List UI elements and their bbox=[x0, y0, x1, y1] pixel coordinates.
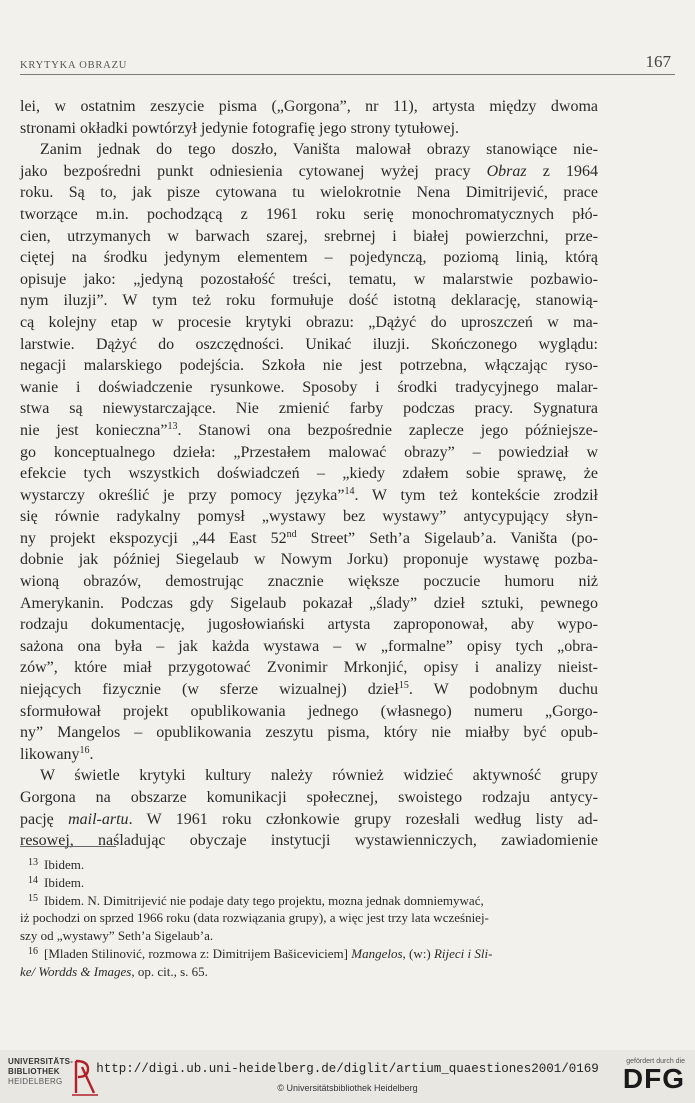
text-line: sażona ona była – jak każda wystawa – w „formalne” opisy tych „obra- bbox=[20, 637, 598, 655]
page-number: 167 bbox=[645, 52, 671, 71]
dfg-wordmark: DFG bbox=[622, 1063, 685, 1094]
footnote-text: Ibidem. N. Dimitrijević nie podaje daty tego projektu, mozna jednak domniemywać, bbox=[44, 892, 484, 908]
footnote-14: 14 Ibidem. bbox=[28, 874, 85, 890]
text-span: . W tym też kontekście zrodził bbox=[354, 486, 598, 504]
superscript: nd bbox=[286, 528, 297, 540]
text-line: larstwie. Dążyć do oszczędności. Unikać iluzji. Skończonego wyglądu: bbox=[20, 335, 598, 353]
footnote-ref-16: 16 bbox=[79, 744, 90, 756]
text-line: cien, utrzymanych w barwach szarej, srebrnej i białej powierzchni, prze- bbox=[20, 227, 598, 245]
text-span: jako bezpośredni punkt odniesienia cytowanej wyżej pracy bbox=[20, 162, 487, 180]
italic-term: mail-artu bbox=[68, 810, 129, 828]
text-line: cą kolejny etap w procesie krytyki obrazu: „Dążyć do uproszczeń w ma- bbox=[20, 313, 598, 331]
logo-text: HEIDELBERG bbox=[8, 1077, 63, 1086]
logo-text: BIBLIOTHEK bbox=[8, 1067, 60, 1076]
italic-title: Rijeci i Sli- bbox=[433, 945, 493, 961]
text-span: wystarczy określić je przy pomocy języka” bbox=[20, 486, 345, 504]
footnote-ref-14: 14 bbox=[344, 485, 355, 497]
text-line: stwa są niewystarczające. Nie zmienić farby podczas pracy. Sygnatura bbox=[20, 400, 598, 418]
text-line bbox=[20, 485, 598, 507]
text-line: efekcie tych wszystkich doświadczeń – „kiedy zdałem sobie sprawę, że bbox=[20, 465, 598, 483]
text-line: się równie radykalny pomysł „wystawy bez wystawy” antycypujący słyn- bbox=[20, 508, 598, 526]
text-line: Amerykanin. Podczas gdy Sigelaub pokazał „ślady” dzieł sztuki, pewnego bbox=[20, 594, 598, 612]
text-line: negacji malarskiego podejścia. Szkoła nie jest potrzebna, włączając ryso- bbox=[20, 357, 598, 375]
footnote-ref-13: 13 bbox=[167, 420, 178, 432]
text-span: . W 1961 roku członkowie grupy rozesłali według listy ad- bbox=[128, 810, 599, 828]
running-header bbox=[20, 50, 675, 75]
running-title: KRYTYKA OBRAZU bbox=[20, 60, 128, 71]
footnote-15-cont: iż pochodzi on sprzed 1966 roku (data rozwiązania grupy), a więc jest trzy lata wcześniej- bbox=[20, 910, 489, 926]
text-line: nym iluzji”. W tym też roku formułuje dość istotną deklarację, stanowią- bbox=[20, 292, 598, 310]
text-line bbox=[20, 679, 598, 701]
text-line bbox=[20, 161, 598, 183]
text-line: stronami okładki powtórzył jedynie fotografię jego strony tytułowej. bbox=[20, 119, 460, 137]
logo-text: UNIVERSITÄTS- bbox=[8, 1057, 74, 1066]
footnote-16: 16 [Mladen Stilinović, rozmowa z: Dimitrijem Bašiceviciem] Mangelos, (w:) Rijeci i Sli- bbox=[28, 945, 493, 961]
text-line: wioną obrazów, demostrując znacznie większe poczucie humoru niż bbox=[20, 573, 598, 591]
footnote-13: 13 Ibidem. bbox=[28, 857, 85, 872]
permalink-url[interactable]: http://digi.ub.uni-heidelberg.de/diglit/artium_quaestiones2001/0169 bbox=[96, 1062, 599, 1076]
italic-title: Obraz bbox=[486, 162, 527, 180]
copyright-notice: © Universitätsbibliothek Heidelberg bbox=[277, 1083, 418, 1093]
text-line: Zanim jednak do tego doszło, Vaništa malował obrazy stanowiące nie- bbox=[40, 141, 598, 159]
text-line bbox=[20, 528, 598, 550]
text-line: tworzące m.in. pochodzącą z 1961 roku serię monochromatycznych płó- bbox=[20, 205, 598, 223]
text-line: sformułował projekt opublikowania jednego (własnego) numeru „Gorgo- bbox=[20, 702, 598, 720]
dfg-logo[interactable] bbox=[605, 1058, 685, 1098]
text-line: ny” Mangelos – opublikowania zeszytu pisma, który nie miałby być opub- bbox=[20, 724, 598, 742]
text-line: lei, w ostatnim zeszycie pisma („Gorgona”, nr 11), artysta między dwoma bbox=[20, 98, 598, 115]
text-line: go konceptualnego dzieła: „Przestałem malować obrazy” – powiedział w bbox=[20, 443, 598, 461]
text-line: Gorgona na obszarze komunikacji społecznej, swoistego rodzaju antycy- bbox=[20, 789, 598, 806]
dfg-caption: gefördert durch die bbox=[626, 1058, 685, 1065]
text-span: niejących fizycznie (w sferze wizualnej) dzieł bbox=[20, 681, 399, 699]
text-span: . Stanowi ona bezpośrednie zaplecze jego późniejsze- bbox=[177, 421, 598, 439]
footnote-16-cont bbox=[20, 963, 597, 981]
text-line: zów”, które miał przygotować Zvonimir Mrkonjić, opisy i analizy nieist- bbox=[20, 659, 598, 677]
text-line: roku. Są to, jak pisze cytowana tu wielokrotnie Nena Dimitrijević, prace bbox=[20, 184, 598, 202]
footnote-divider bbox=[20, 846, 116, 847]
text-span: pację bbox=[20, 810, 69, 828]
footnote-text: , (w:) bbox=[402, 945, 434, 961]
footnotes bbox=[20, 856, 597, 981]
text-line: ciętej na środku jedynym elementem – pojedynczą, poziomą linią, którą bbox=[20, 249, 598, 267]
footnote-text: Ibidem. bbox=[44, 857, 85, 872]
viewer-footer bbox=[0, 1050, 695, 1103]
italic-title: Mangelos bbox=[351, 945, 403, 961]
text-span: . bbox=[89, 745, 94, 763]
text-line bbox=[20, 809, 598, 831]
footnote-15-cont: szy od „wystawy” Seth’a Sigelaub’a. bbox=[20, 928, 214, 944]
text-line: dobnie jak później Siegelaub w Nowym Jorku) proponuje wystawę pozba- bbox=[20, 551, 598, 569]
text-line: opisuje jako: „jedyną pozostałość treści, tematu, w malarstwie pozbawio- bbox=[20, 270, 598, 288]
text-line bbox=[20, 744, 598, 766]
text-line bbox=[20, 420, 598, 442]
footnote-text: [Mladen Stilinović, rozmowa z: Dimitrijem Bašiceviciem] bbox=[44, 945, 352, 961]
footnote-text: Ibidem. bbox=[44, 874, 85, 890]
footnote-text: , op. cit., s. 65. bbox=[131, 963, 208, 979]
italic-title: ke/ Wordds & Images bbox=[20, 963, 132, 979]
text-span: ny projekt ekspozycji „44 East 52 bbox=[20, 529, 287, 547]
text-span: z 1964 bbox=[526, 162, 598, 180]
text-line: rodzaju dokumentację, jugosłowiański artysta zaproponował, aby wypo- bbox=[20, 616, 598, 634]
footnote-15: 15 Ibidem. N. Dimitrijević nie podaje daty tego projektu, mozna jednak domniemywać, bbox=[28, 892, 484, 908]
main-text bbox=[20, 96, 598, 852]
text-span: . W podobnym duchu bbox=[408, 681, 598, 699]
text-span: Street” Seth’a Sigelaub’a. Vaništa (po- bbox=[296, 529, 599, 547]
text-line: wanie i doświadczenie rysunkowe. Sposoby i środki tradycyjnego malar- bbox=[20, 378, 598, 396]
text-line: W świetle krytyki kultury należy również widzieć aktywność grupy bbox=[40, 767, 598, 785]
footnote-ref-15: 15 bbox=[398, 680, 409, 692]
text-span: nie jest konieczna” bbox=[20, 421, 168, 439]
text-span: likowany bbox=[20, 745, 80, 763]
text-line: resowej, naśladując obyczaje instytucji wystawienniczych, zawiadomienie bbox=[20, 832, 598, 850]
